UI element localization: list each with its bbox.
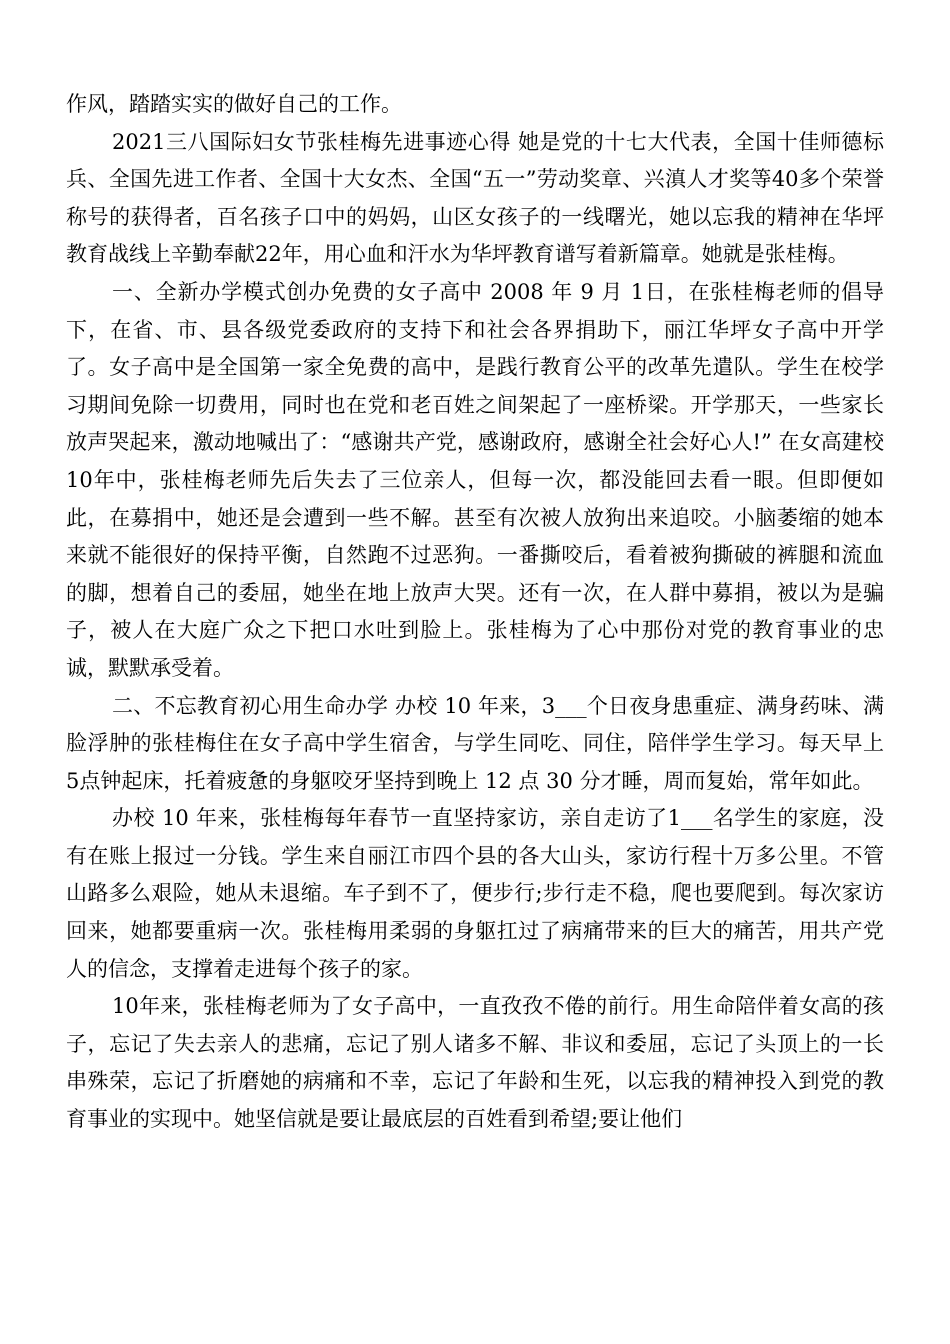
paragraph-6: 10年来，张桂梅老师为了女子高中，一直孜孜不倦的前行。用生命陪伴着女高的孩子，忘记了失去亲人的悲痛，忘记了别人诸多不解、非议和委屈，忘记了头顶上的一长串殊荣，忘记了折磨她的病痛和不幸，忘记了年龄和生死，以忘我的精神投入到党的教育事业的实现中。她坚信就是要让最底层的百姓看到希望;要让他们 — [66, 994, 884, 1132]
paragraph-2: 2021三八国际妇女节张桂梅先进事迹心得 她是党的十七大代表，全国十佳师德标兵、全国先进工作者、全国十大女杰、全国“五一”劳动奖章、兴滇人才奖等40多个荣誉称号的获得者，百名孩子口中的妈妈，山区女孩子的一线曙光，她以忘我的精神在华坪教育战线上辛勤奉献22年，用心血和汗水为华坪教育谱写着新篇章。她就是张桂梅。 — [66, 129, 884, 267]
paragraph-1: 作风，踏踏实实的做好自己的工作。 — [66, 92, 402, 116]
paragraph-5: 办校 10 年来，张桂梅每年春节一直坚持家访，亲自走访了1___名学生的家庭，没有在账上报过一分钱。学生来自丽江市四个县的各大山头，家访行程十万多公里。不管山路多么艰险，她从未退缩。车子到不了，便步行;步行走不稳，爬也要爬到。每次家访回来，她都要重病一次。张桂梅用柔弱的身躯扛过了病痛带来的巨大的痛苦，用共产党人的信念，支撑着走进每个孩子的家。 — [66, 806, 884, 981]
paragraph-4: 二、不忘教育初心用生命办学 办校 10 年来，3___个日夜身患重症、满身药味、满脸浮肿的张桂梅住在女子高中学生宿舍，与学生同吃、同住，陪伴学生学习。每天早上 5点钟起床，托着疲惫的身躯咬牙坚持到晚上 12 点 30 分才睡，周而复始，常年如此。 — [66, 693, 891, 793]
paragraph-3: 一、全新办学模式创办免费的女子高中 2008 年 9 月 1日，在张桂梅老师的倡导下，在省、市、县各级党委政府的支持下和社会各界捐助下，丽江华坪女子高中开学了。女子高中是全国第一家全免费的高中，是践行教育公平的改革先遣队。学生在校学习期间免除一切费用，同时也在党和老百姓之间架起了一座桥梁。开学那天，一些家长放声哭起来，激动地喊出了：“感谢共产党，感谢政府，感谢全社会好心人!” 在女高建校 10年中，张桂梅老师先后失去了三位亲人，但每一次，都没能回去看一眼。但即便如此，在募捐中，她还是会遭到一些不解。甚至有次被人放狗出来追咬。小脑萎缩的她本来就不能很好的保持平衡，自然跑不过恶狗。一番撕咬后，看着被狗撕破的裤腿和流血的脚，想着自己的委屈，她坐在地上放声大哭。还有一次，在人群中募捐，被以为是骗子，被人在大庭广众之下把口水吐到脸上。张桂梅为了心中那份对党的教育事业的忠诚，默默承受着。 — [66, 279, 891, 680]
